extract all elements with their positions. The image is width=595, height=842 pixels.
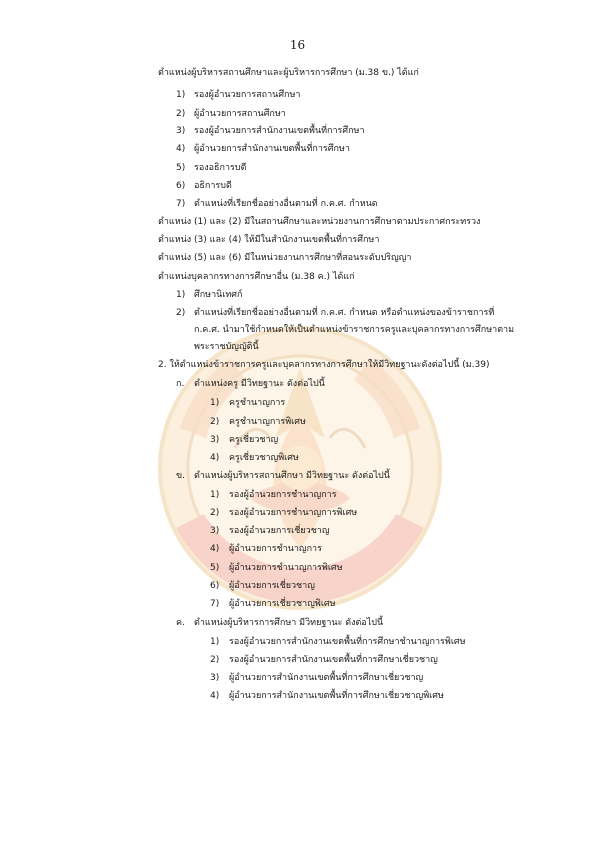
- sub-section-title: ตำแหน่งผู้บริหารสถานศึกษา มีวิทยฐานะ ดังต่อไปนี้: [194, 471, 390, 481]
- list-item-number: 4): [176, 144, 186, 154]
- sub-section-label: ข.: [176, 471, 186, 481]
- list-item: ผู้อำนวยการสำนักงานเขตพื้นที่การศึกษาเชี่ยวชาญพิเศษ: [229, 691, 444, 701]
- list-item: ผู้อำนวยการสถานศึกษา: [194, 109, 286, 119]
- list-item-number: 2): [210, 508, 220, 518]
- list-item-number: 3): [210, 435, 220, 445]
- list-item-number: 7): [210, 599, 220, 609]
- note-line: ตำแหน่ง (1) และ (2) มีในสถานศึกษาและหน่วยงานการศึกษาตามประกาศกระทรวง: [158, 217, 481, 227]
- list-item: ครูชำนาญการ: [229, 398, 286, 408]
- list-item-number: 1): [210, 490, 220, 500]
- list-item: ผู้อำนวยการเชี่ยวชาญพิเศษ: [229, 599, 336, 609]
- list-item-number: 5): [176, 163, 186, 173]
- list-item-number: 6): [210, 581, 220, 591]
- section-heading: ตำแหน่งผู้บริหารสถานศึกษาและผู้บริหารการศึกษา (ม.38 ข.) ได้แก่: [158, 68, 419, 78]
- list-item: ตำแหน่งที่เรียกชื่ออย่างอื่นตามที่ ก.ค.ศ. กำหนด หรือตำแหน่งของข้าราชการที่: [194, 308, 495, 318]
- list-item: รองผู้อำนวยการสำนักงานเขตพื้นที่การศึกษาเชี่ยวชาญ: [229, 655, 438, 665]
- list-item: ผู้อำนวยการชำนาญการพิเศษ: [229, 563, 343, 573]
- note-line: ตำแหน่ง (5) และ (6) มีในหน่วยงานการศึกษาที่สอนระดับปริญญา: [158, 253, 412, 263]
- list-item: รองผู้อำนวยการสำนักงานเขตพื้นที่การศึกษา: [194, 126, 365, 136]
- list-item-number: 1): [176, 290, 186, 300]
- list-item: ผู้อำนวยการเชี่ยวชาญ: [229, 581, 315, 591]
- page-number: 16: [289, 38, 306, 52]
- list-item: ตำแหน่งที่เรียกชื่ออย่างอื่นตามที่ ก.ค.ศ. กำหนด: [194, 199, 378, 209]
- list-item-number: 4): [210, 691, 220, 701]
- list-item-number: 1): [210, 398, 220, 408]
- list-item-number: 1): [210, 637, 220, 647]
- list-item-number: 2): [176, 308, 186, 318]
- list-item-number: 3): [176, 126, 186, 136]
- list-item: รองผู้อำนวยการสถานศึกษา: [194, 90, 301, 100]
- list-item: รองผู้อำนวยการชำนาญการ: [229, 490, 337, 500]
- list-item: ครูเชี่ยวชาญ: [229, 435, 279, 445]
- list-item-number: 6): [176, 181, 186, 191]
- list-item: รองอธิการบดี: [194, 163, 247, 173]
- list-item-continuation: พระราชบัญญัตินี้: [194, 342, 259, 352]
- section-heading: ตำแหน่งบุคลากรทางการศึกษาอื่น (ม.38 ค.) ได้แก่: [158, 272, 355, 282]
- list-item: ผู้อำนวยการสำนักงานเขตพื้นที่การศึกษา: [194, 144, 350, 154]
- list-item: ครูเชี่ยวชาญพิเศษ: [229, 453, 299, 463]
- list-item-number: 1): [176, 90, 186, 100]
- list-item-number: 4): [210, 453, 220, 463]
- list-item: รองผู้อำนวยการเชี่ยวชาญ: [229, 526, 330, 536]
- sub-section-title: ตำแหน่งผู้บริหารการศึกษา มีวิทยฐานะ ดังต่อไปนี้: [194, 618, 384, 628]
- list-item: ครูชำนาญการพิเศษ: [229, 417, 306, 427]
- list-item-number: 2): [176, 109, 186, 119]
- sub-section-label: ก.: [176, 379, 185, 389]
- list-item-number: 2): [210, 655, 220, 665]
- list-item-number: 5): [210, 563, 220, 573]
- list-item: อธิการบดี: [194, 181, 232, 191]
- list-item-continuation: ก.ค.ศ. นำมาใช้กำหนดให้เป็นตำแหน่งข้าราชการครูและบุคลากรทางการศึกษาตาม: [194, 325, 515, 335]
- sub-section-label: ค.: [176, 618, 185, 628]
- list-item-number: 4): [210, 544, 220, 554]
- list-item: ผู้อำนวยการชำนาญการ: [229, 544, 322, 554]
- sub-section-title: ตำแหน่งครู มีวิทยฐานะ ดังต่อไปนี้: [194, 379, 325, 389]
- list-item-number: 2): [210, 417, 220, 427]
- note-line: ตำแหน่ง (3) และ (4) ให้มีในสำนักงานเขตพื้นที่การศึกษา: [158, 235, 380, 245]
- list-item: รองผู้อำนวยการชำนาญการพิเศษ: [229, 508, 358, 518]
- list-item: ผู้อำนวยการสำนักงานเขตพื้นที่การศึกษาเชี่ยวชาญ: [229, 673, 424, 683]
- list-item-number: 3): [210, 673, 220, 683]
- list-item-number: 3): [210, 526, 220, 536]
- list-item-number: 7): [176, 199, 186, 209]
- list-item: ศึกษานิเทศก์: [194, 290, 243, 300]
- list-item: รองผู้อำนวยการสำนักงานเขตพื้นที่การศึกษาชำนาญการพิเศษ: [229, 637, 466, 647]
- section-heading: 2. ให้ตำแหน่งข้าราชการครูและบุคลากรทางการศึกษาให้มีวิทยฐานะดังต่อไปนี้ (ม.39): [158, 360, 490, 370]
